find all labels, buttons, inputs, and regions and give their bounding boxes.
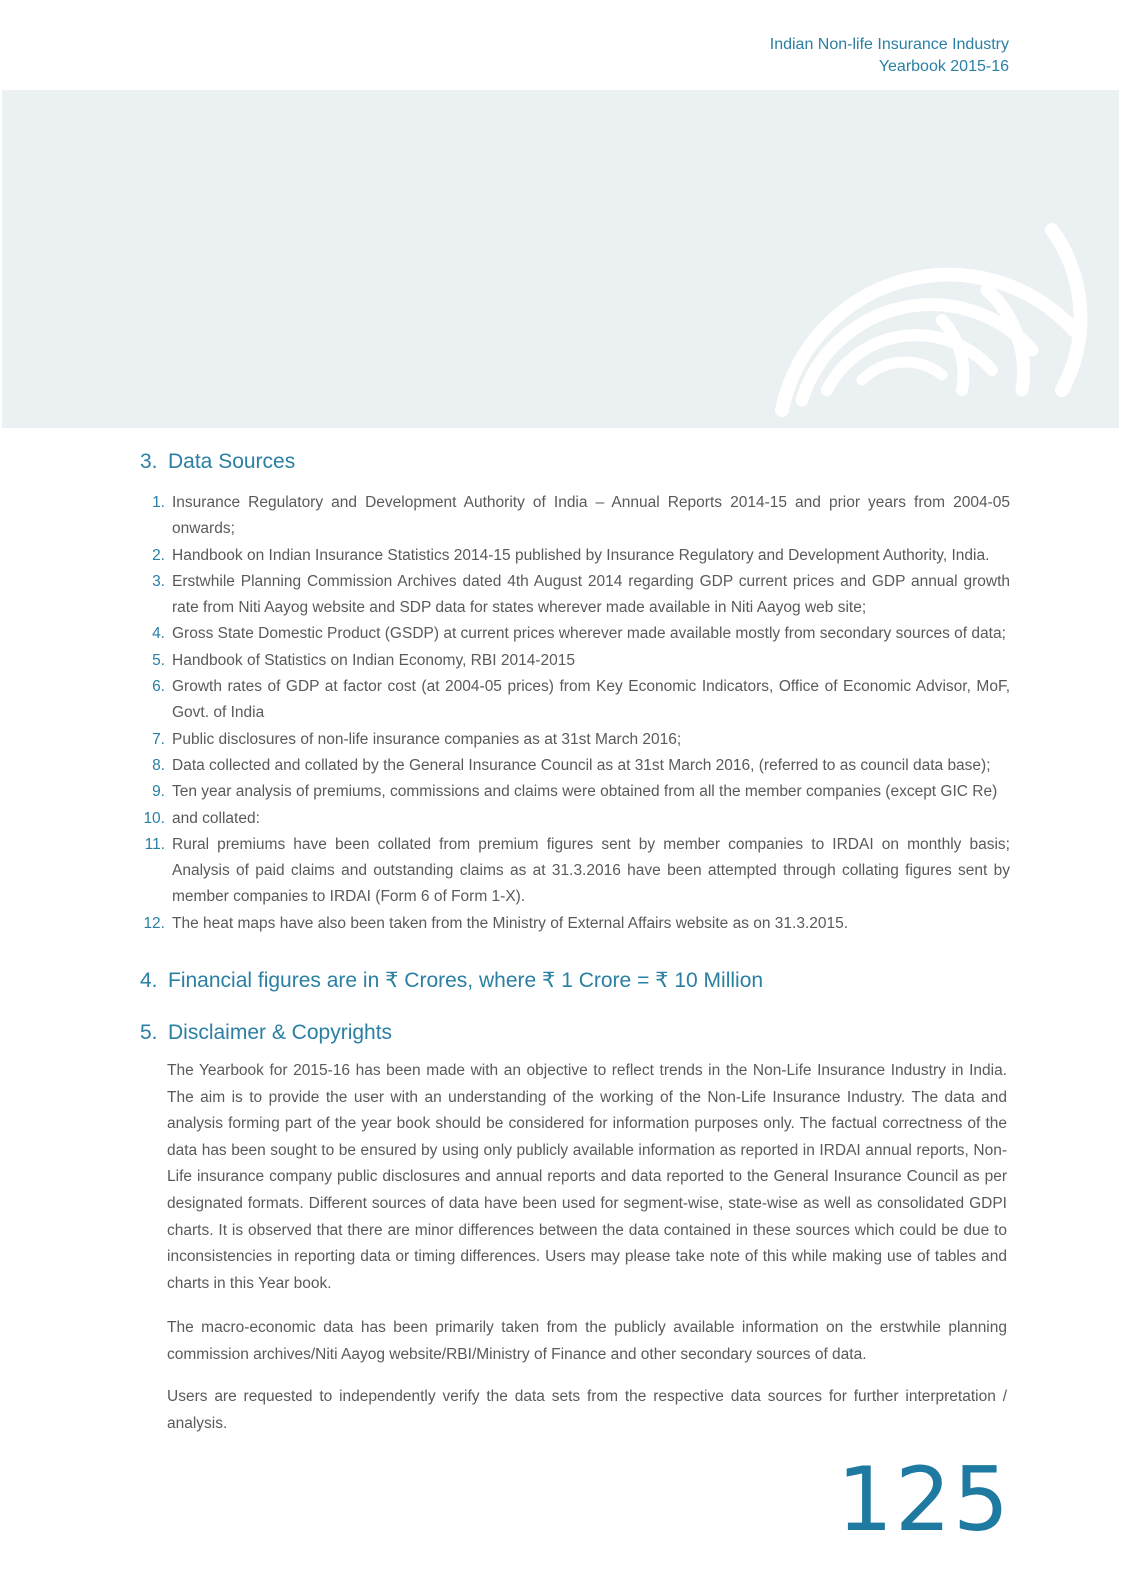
item-number: 3. [152, 572, 165, 590]
section-number: 5. [140, 1021, 158, 1044]
section-5-heading [140, 1021, 392, 1045]
item-text: and collated: [172, 809, 260, 827]
item-text: The heat maps have also been taken from the Ministry of External Affairs website as on 31.3.2015. [172, 914, 849, 932]
disclaimer-paragraph-1: The Yearbook for 2015-16 has been made with an objective to reflect trends in the Non-Life Insurance Industry in India. The aim is to provide the user with an understanding of the working of the Non-Life Insurance Industry. The data and analysis forming part of the year book should be considered for information purposes only. The factual correctness of the data has been sought to be ensured by using only publicly available information as reported in IRDAI annual reports, Non-Life insurance company public disclosures and annual reports and data reported to the General Insurance Council as per designated formats. Different sources of data have been used for segment-wise, state-wise as well as consolidated GDPI charts. It is observed that there are minor differences between the data contained in these sources which could be due to inconsistencies in reporting data or timing differences. Users may please take note of this while making use of tables and charts in this Year book. [167, 1062, 1007, 1292]
item-number: 4. [152, 625, 165, 643]
decorative-banner [2, 90, 1119, 428]
item-text: Handbook on Indian Insurance Statistics 2014-15 published by Insurance Regulatory and Development Authority, India. [172, 546, 990, 564]
item-number: 10. [143, 809, 165, 827]
list-item [140, 832, 1010, 911]
item-number: 9. [152, 783, 165, 801]
item-number: 11. [144, 835, 165, 853]
item-number: 7. [152, 730, 165, 748]
running-header [770, 34, 1009, 78]
disclaimer-paragraph-2: The macro-economic data has been primarily taken from the publicly available information on the erstwhile planning commission archives/Niti Aayog website/RBI/Ministry of Finance and other secondary sources of data. [167, 1319, 1007, 1363]
section-4-heading [140, 968, 763, 993]
item-text: Growth rates of GDP at factor cost (at 2004-05 prices) from Key Economic Indicators, Office of Economic Advisor, MoF, Govt. of India [172, 678, 1010, 722]
list-item [140, 911, 1010, 937]
disclaimer-paragraph-3: Users are requested to independently verify the data sets from the respective data sources for further interpretation / analysis. [167, 1388, 1007, 1432]
section-3-heading [140, 450, 295, 474]
item-number: 1. [152, 494, 165, 511]
item-number: 2. [152, 546, 165, 564]
list-item [140, 569, 1010, 622]
section-title: Disclaimer & Copyrights [168, 1021, 393, 1044]
list-item [140, 753, 1010, 779]
page-number: 125 [837, 1448, 1011, 1551]
item-text: Handbook of Statistics on Indian Economy, RBI 2014-2015 [172, 651, 575, 669]
item-number: 5. [152, 651, 165, 669]
list-item [140, 490, 1010, 543]
header-title: Indian Non-life Insurance Industry [769, 36, 1009, 53]
section-title: Data Sources [168, 450, 296, 473]
arc-inner [862, 362, 942, 380]
arc-3-right [942, 320, 964, 390]
item-text: Erstwhile Planning Commission Archives dated 4th August 2014 regarding GDP current prices and GDP annual growth rate from Niti Aayog website and SDP data for states wherever made available in Niti Aayog web site; [172, 572, 1010, 617]
list-item [140, 648, 1010, 674]
item-number: 8. [152, 756, 165, 774]
list-item [140, 779, 1010, 805]
section-number: 4. [140, 969, 158, 992]
currency-note: Financial figures are in ₹ Crores, where ₹ 1 Crore = ₹ 10 Million [168, 969, 764, 992]
item-text: Data collected and collated by the General Insurance Council as at 31st March 2016, (referred to as council data base); [172, 756, 991, 774]
item-text: Insurance Regulatory and Development Authority of India – Annual Reports 2014-15 and prior years from 2004-05 onwards; [172, 494, 1010, 538]
list-item [140, 674, 1010, 727]
header-subtitle: Yearbook 2015-16 [878, 58, 1009, 75]
item-text: Rural premiums have been collated from premium figures sent by member companies to IRDAI on monthly basis; Analysis of paid claims and outstanding claims as at 31.3.2016 have been attempted through collating figures sent by member companies to IRDAI (Form 6 of Form 1-X). [172, 835, 1010, 906]
data-sources-list [140, 490, 1010, 937]
item-text: Gross State Domestic Product (GSDP) at current prices wherever made available mostly from secondary sources of data; [172, 625, 1006, 643]
list-item [140, 621, 1010, 647]
list-item [140, 543, 1010, 569]
item-number: 6. [152, 678, 165, 696]
item-text: Ten year analysis of premiums, commissions and claims were obtained from all the member companies (except GIC Re) [172, 783, 998, 801]
list-item [140, 727, 1010, 753]
section-number: 3. [140, 450, 158, 473]
item-number: 12. [143, 914, 165, 932]
list-item [140, 806, 1010, 832]
concentric-arcs-graphic [2, 90, 1119, 428]
item-text: Public disclosures of non-life insurance companies as at 31st March 2016; [172, 730, 682, 748]
